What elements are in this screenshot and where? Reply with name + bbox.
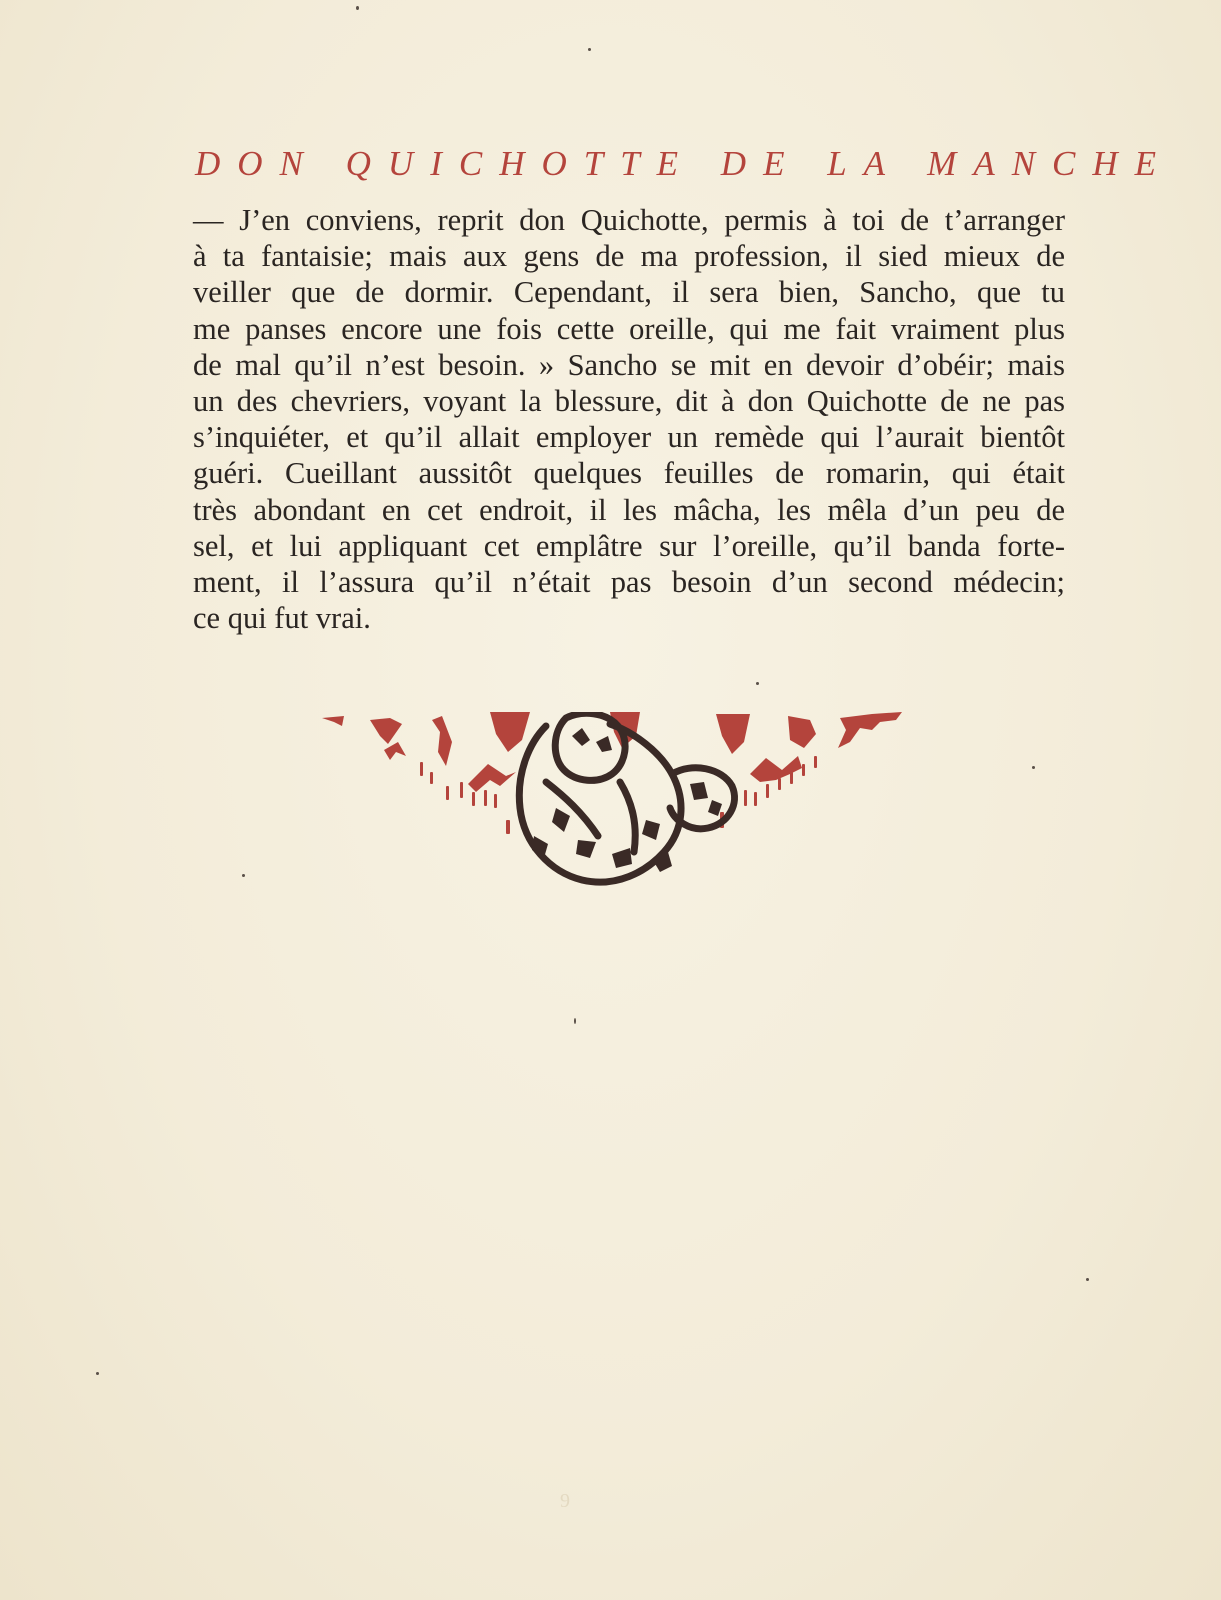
text-line: — J’en conviens, reprit don Quichotte, permis à toi de t’arranger: [193, 203, 1065, 237]
paper-speck: [242, 874, 245, 877]
text-line: de mal qu’il n’est besoin. » Sancho se mit en devoir d’obéir; mais: [193, 347, 1065, 382]
running-head: DON QUICHOTTE DE LA MANCHE: [195, 144, 1174, 183]
paper-speck: [588, 48, 591, 51]
paper-speck: [356, 6, 359, 10]
paper-speck: [574, 1018, 576, 1024]
text-line: guéri. Cueillant aussitôt quelques feuilles de romarin, qui était: [193, 456, 1065, 491]
text-line: s’inquiéter, et qu’il allait employer un remède qui l’aurait bientôt: [193, 420, 1065, 455]
paper-speck: [1032, 766, 1035, 769]
body-text: [193, 202, 1065, 636]
text-line: à ta fantaisie; mais aux gens de ma profession, il sied mieux de: [193, 239, 1065, 274]
text-line: un des chevriers, voyant la blessure, dit à don Quichotte de ne pas: [193, 383, 1065, 418]
paper-speck: [1086, 1278, 1089, 1281]
paper-speck: [756, 682, 759, 685]
text-line: me panses encore une fois cette oreille, qui me fait vraiment plus: [193, 311, 1065, 346]
text-line: sel, et lui appliquant cet emplâtre sur l’oreille, qu’il banda forte-: [193, 528, 1065, 563]
text-line: ment, il l’assura qu’il n’était pas besoin d’un second médecin;: [193, 564, 1065, 599]
text-line: ce qui fut vrai.: [193, 601, 371, 636]
text-line: très abondant en cet endroit, il les mâcha, les mêla d’un peu de: [193, 492, 1065, 527]
page-number: 9: [560, 1490, 570, 1512]
paper-speck: [96, 1372, 99, 1375]
woodcut-figure-vignette-icon: [320, 712, 920, 902]
text-line: veiller que de dormir. Cependant, il sera bien, Sancho, que tu: [193, 275, 1065, 310]
